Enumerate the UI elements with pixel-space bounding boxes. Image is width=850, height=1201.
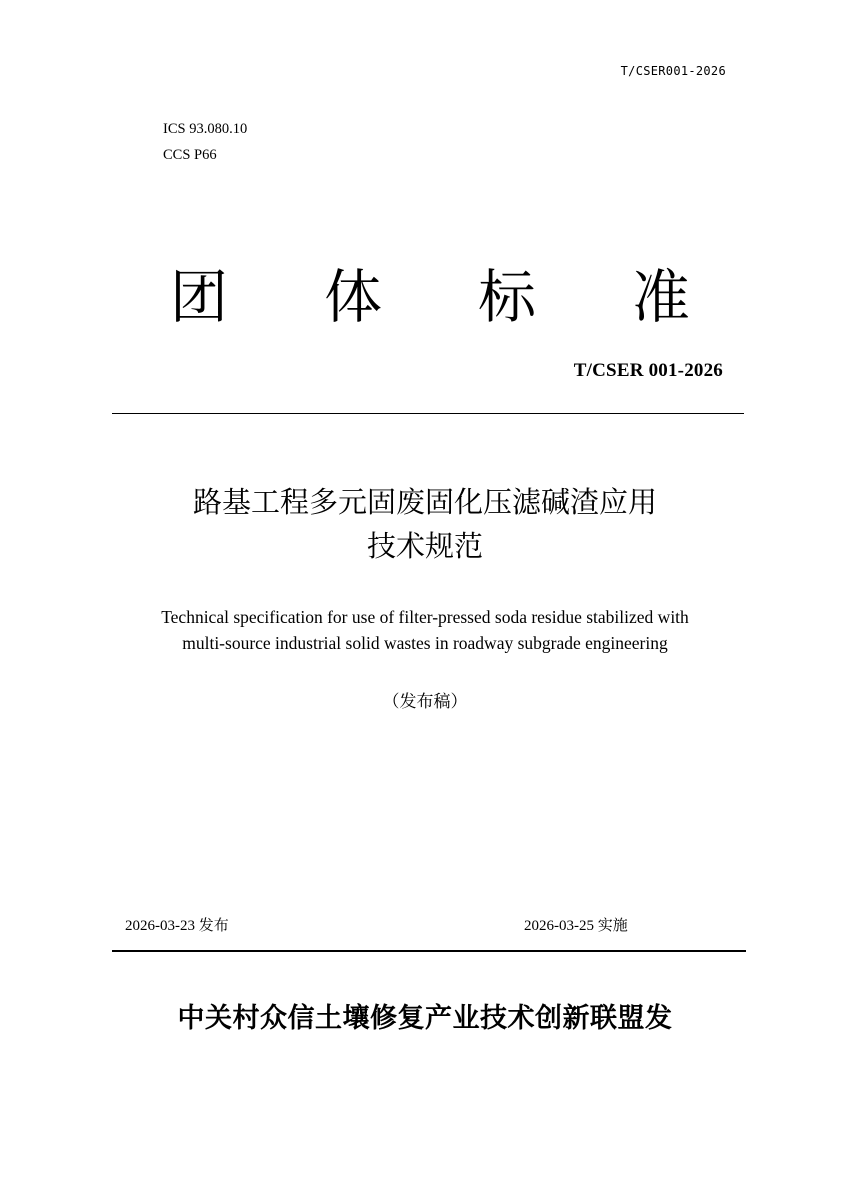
document-type-title [170, 262, 690, 332]
english-title-line-1: Technical specification for use of filter-pressed soda residue stabilized with [161, 607, 689, 627]
ics-code: ICS 93.080.10 [163, 121, 248, 137]
document-type-char-2: 体 [323, 263, 382, 331]
header-standard-code: T/CSER001-2026 [620, 64, 726, 78]
chinese-title [0, 480, 850, 568]
chinese-title-line-2: 技术规范 [366, 529, 483, 563]
bottom-divider [112, 950, 746, 952]
publisher: 中关村众信土壤修复产业技术创新联盟发 [177, 1003, 673, 1034]
document-type-char-4: 准 [631, 263, 690, 331]
english-title-line-2: multi-source industrial solid wastes in roadway subgrade engineering [182, 633, 668, 653]
ccs-code: CCS P66 [163, 147, 217, 163]
document-type-char-1: 团 [170, 263, 229, 331]
top-divider [112, 413, 744, 414]
chinese-title-line-1: 路基工程多元固废固化压滤碱渣应用 [192, 485, 657, 519]
document-type-char-3: 标 [477, 263, 536, 331]
english-title [0, 604, 850, 656]
effective-date: 2026-03-25 实施 [524, 918, 628, 934]
publish-date: 2026-03-23 发布 [125, 918, 229, 934]
draft-status: （发布稿） [382, 692, 468, 711]
standard-number: T/CSER 001-2026 [573, 360, 723, 381]
